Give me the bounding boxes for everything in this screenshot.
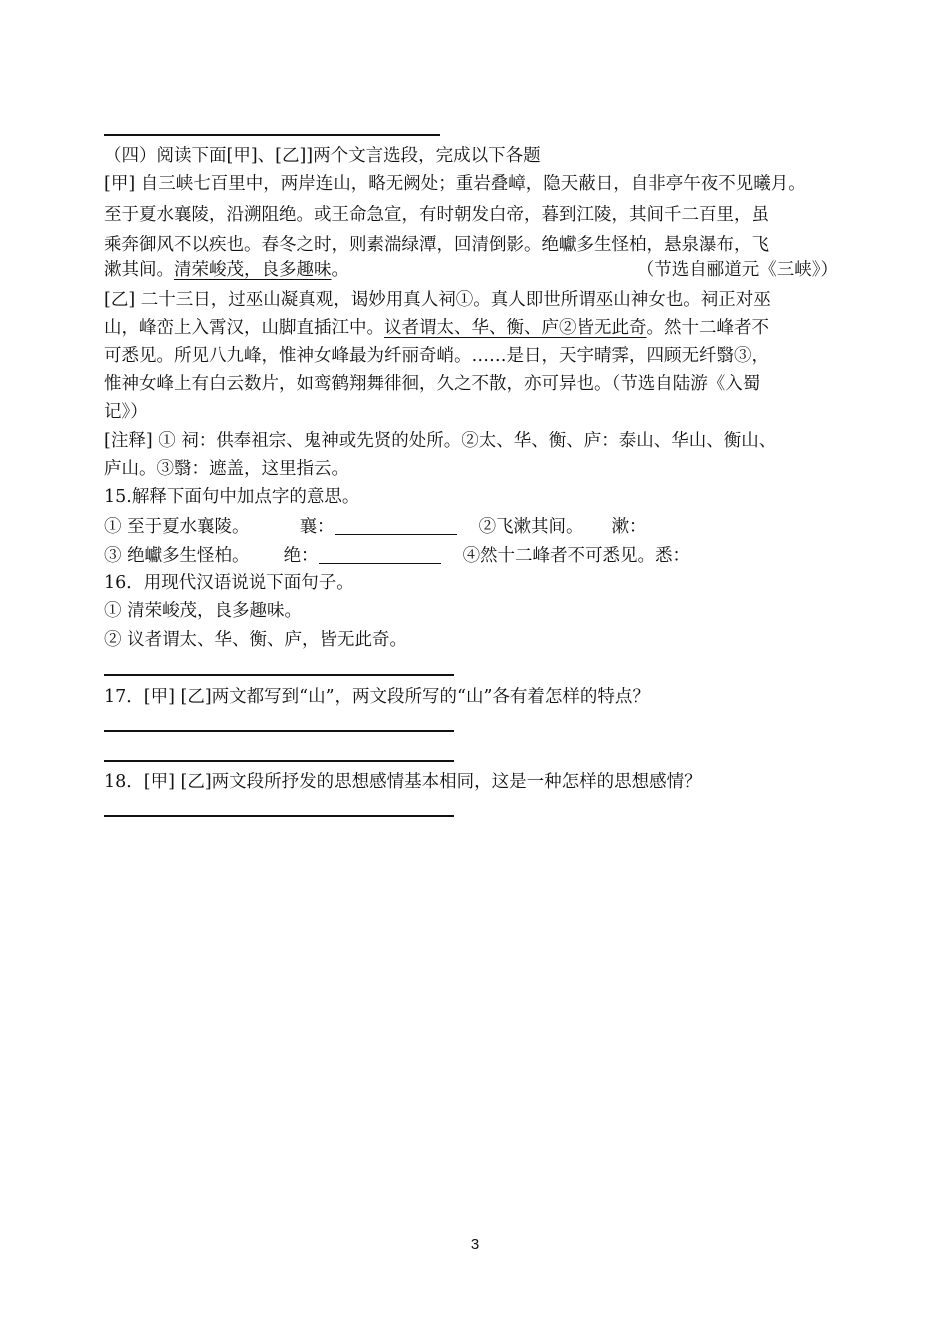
passage-yi-line-3: 可悉见。所见八九峰，惟神女峰最为纤丽奇峭。……是日，天宇晴霁，四顾无纤翳③，: [104, 346, 769, 366]
passage-jia-line-4-end: 。: [331, 260, 349, 280]
q17-answer-line-1[interactable]: [104, 730, 454, 732]
q16-title: 16．用现代汉语说说下面句子。: [104, 573, 354, 593]
q15-item-2: ②飞漱其间。: [478, 517, 584, 537]
passage-jia-line-3: 乘奔御风不以疾也。春冬之时，则素湍绿潭，回清倒影。绝巘多生怪柏，悬泉瀑布，飞: [104, 235, 769, 255]
passage-yi-line-2-start: 山，峰峦上入霄汉，山脚直插江中。: [104, 318, 384, 338]
q16-item-2: ② 议者谓太、华、衡、庐，皆无此奇。: [104, 630, 408, 650]
section-heading: （四）阅读下面[甲]、[乙]]两个文言选段，完成以下各题: [104, 146, 541, 166]
underlined-sentence-yi: 议者谓太、华、衡、庐②皆无此奇: [384, 318, 647, 338]
q18-title: 18．[甲] [乙]两文段所抒发的思想感情基本相同，这是一种怎样的思想感情？: [104, 772, 702, 792]
q15-title: 15.解释下面句中加点字的意思。: [104, 487, 360, 507]
q15-item-4: ④然十二峰者不可悉见。悉：: [462, 546, 691, 566]
q17-title: 17．[甲] [乙]两文都写到“山”，两文段所写的“山”各有着怎样的特点？: [104, 687, 650, 707]
passage-yi-line-1: [乙] 二十三日，过巫山凝真观，谒妙用真人祠①。真人即世所谓巫山神女也。祠正对巫: [104, 290, 771, 310]
q15-row-1: [104, 517, 647, 537]
passage-yi-line-5: 记》）: [104, 402, 148, 422]
q18-answer-line[interactable]: [104, 815, 454, 817]
q15-item-1: ① 至于夏水襄陵。: [104, 517, 250, 537]
passage-jia-line-1: [甲] 自三峡七百里中，两岸连山，略无阙处；重岩叠嶂，隐天蔽日，自非亭午夜不见曦月。: [104, 174, 806, 194]
q17-answer-line-2[interactable]: [104, 760, 454, 762]
q15-label-2: 漱：: [611, 517, 647, 537]
passage-jia-line-2: 至于夏水襄陵，沿溯阻绝。或王命急宣，有时朝发白帝，暮到江陵，其间千二百里，虽: [104, 205, 769, 225]
passage-jia-line-4-start: 漱其间。: [104, 260, 174, 280]
q15-label-1: 襄：: [299, 517, 335, 537]
passage-jia-line-4: [104, 262, 349, 280]
underlined-sentence-jia: 清荣峻茂，良多趣味: [174, 260, 332, 280]
q15-answer-blank-1[interactable]: [335, 517, 457, 535]
notes-line-1: [注释] ① 祠：供奉祖宗、鬼神或先贤的处所。②太、华、衡、庐：泰山、华山、衡山、: [104, 431, 777, 451]
q15-label-3: 绝：: [283, 546, 319, 566]
q16-item-1: ① 清荣峻茂，良多趣味。: [104, 601, 303, 621]
passage-yi-line-2: [104, 320, 769, 338]
header-rule: [104, 134, 440, 136]
q15-row-2: [104, 546, 690, 566]
q15-item-3: ③ 绝巘多生怪柏。: [104, 546, 250, 566]
page-number: 3: [470, 1236, 480, 1253]
passage-yi-line-2-end: 。然十二峰者不: [646, 318, 769, 338]
q16-answer-line[interactable]: [104, 674, 454, 676]
passage-yi-line-4: 惟神女峰上有白云数片，如鸾鹤翔舞徘徊，久之不散，亦可异也。（节选自陆游《入蜀: [104, 374, 761, 394]
passage-jia-source: （节选自郦道元《三峡》）: [636, 260, 838, 280]
notes-line-2: 庐山。③翳：遮盖，这里指云。: [104, 459, 349, 479]
q15-answer-blank-3[interactable]: [319, 546, 441, 564]
